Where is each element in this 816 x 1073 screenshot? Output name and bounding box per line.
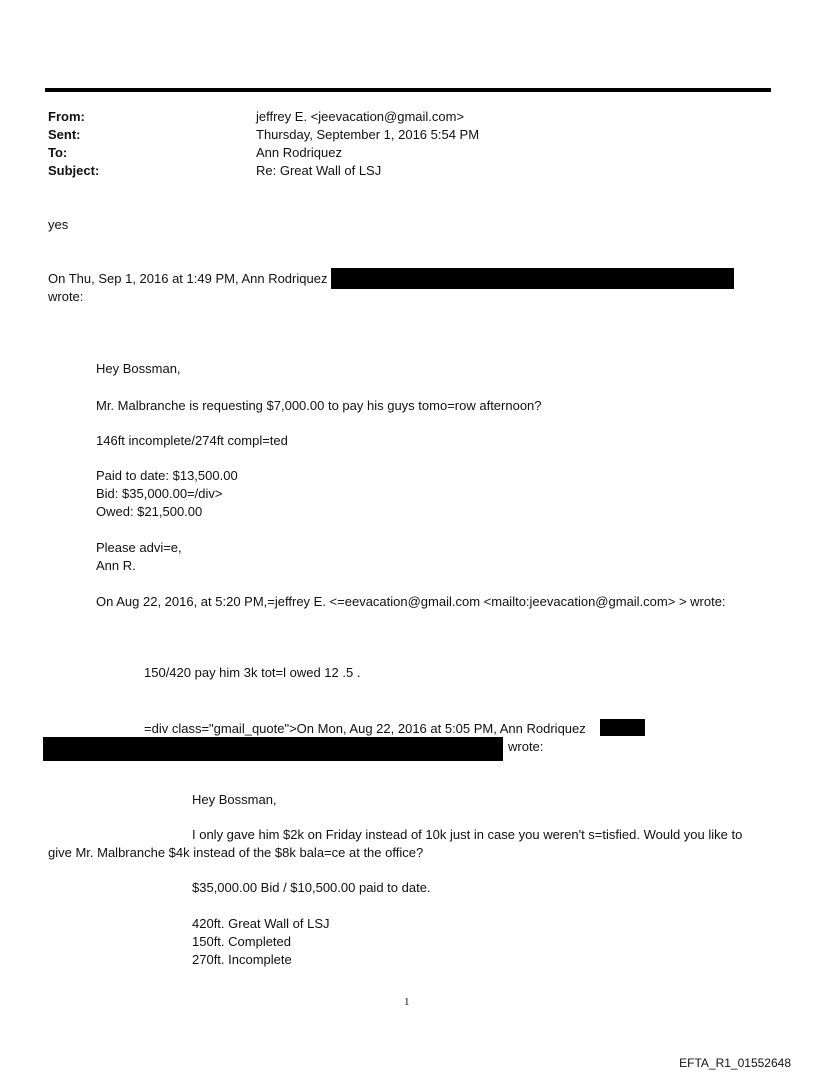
quote1-line2: wrote: [48, 289, 84, 304]
quote3-line1: =div class="gmail_quote">On Mon, Aug 22, 2016 at 5:05 PM, Ann Rodriquez [144, 721, 586, 736]
subject-value: Re: Great Wall of LSJ [256, 163, 382, 178]
bid-line: Bid: $35,000.00=/div> [96, 486, 223, 501]
sent-label: Sent: [48, 127, 81, 142]
paragraph-line2: give Mr. Malbranche $4k instead of the $8k bala=ce at the office? [48, 845, 424, 860]
redaction-bar [600, 719, 645, 736]
to-value: Ann Rodriquez [256, 145, 342, 160]
redaction-bar [43, 737, 503, 761]
sent-value: Thursday, September 1, 2016 5:54 PM [256, 127, 480, 142]
from-label: From: [48, 109, 85, 124]
redaction-bar [331, 268, 734, 289]
advise-line: Please advi=e, [96, 540, 182, 555]
request-line: Mr. Malbranche is requesting $7,000.00 to pay his guys tomo=row afternoon? [96, 398, 542, 413]
reply-text: yes [48, 217, 69, 232]
greeting-2: Hey Bossman, [192, 792, 277, 807]
from-value: jeffrey E. <jeevacation@gmail.com> [256, 109, 465, 124]
document-id: EFTA_R1_01552648 [679, 1056, 791, 1070]
paragraph-line1: I only gave him $2k on Friday instead of 10k just in case you weren't s=tisfied. Would you like to [192, 827, 743, 842]
quote1-line1: On Thu, Sep 1, 2016 at 1:49 PM, Ann Rodriquez [48, 271, 328, 286]
reply2-line: 150/420 pay him 3k tot=l owed 12 .5 . [144, 665, 361, 680]
quote2-line: On Aug 22, 2016, at 5:20 PM,=jeffrey E. <=eevacation@gmail.com <mailto:jeevacation@gmail.com> > wrote: [96, 594, 726, 609]
completed-line: 150ft. Completed [192, 934, 292, 949]
subject-label: Subject: [48, 163, 100, 178]
bid-paid-line: $35,000.00 Bid / $10,500.00 paid to date. [192, 880, 431, 895]
owed-line: Owed: $21,500.00 [96, 504, 203, 519]
greeting-1: Hey Bossman, [96, 361, 181, 376]
paid-line: Paid to date: $13,500.00 [96, 468, 238, 483]
signoff-line: Ann R. [96, 558, 136, 573]
incomplete-line: 270ft. Incomplete [192, 952, 292, 967]
to-label: To: [48, 145, 68, 160]
progress-line: 146ft incomplete/274ft compl=ted [96, 433, 288, 448]
header-rule [45, 88, 771, 92]
wall-line: 420ft. Great Wall of LSJ [192, 916, 330, 931]
quote3-line2: wrote: [508, 739, 544, 754]
page-number: 1 [404, 996, 410, 1008]
